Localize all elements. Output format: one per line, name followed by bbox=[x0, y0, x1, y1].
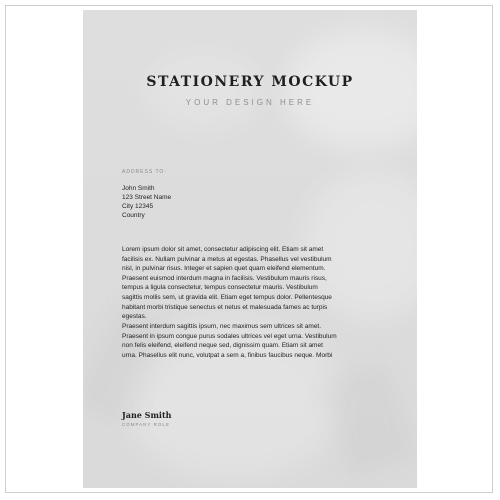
signature-name: Jane Smith bbox=[122, 410, 172, 420]
address-line: 123 Street Name bbox=[122, 194, 172, 201]
light-patch bbox=[283, 30, 417, 150]
leaf-shadow bbox=[318, 361, 417, 479]
paragraph-line: Lorem ipsum dolor sit amet, consectetur adipiscing elit. Etiam sit amet bbox=[122, 246, 324, 253]
paragraph-line: Praesent in ipsum congue purus sodales ultrices vel eget urna. Vestibulum bbox=[122, 332, 337, 340]
paragraph-line: non felis eleifend, eleifend neque sed, dignissim quam. Etiam sit amet bbox=[122, 342, 323, 350]
address-label: ADDRESS TO: bbox=[122, 169, 167, 175]
signature-role: COMPANY ROLE bbox=[122, 422, 170, 427]
light-patch bbox=[143, 50, 263, 130]
paragraph-line: facilisis ex. Nullam pulvinar a metus at egestas. Phasellus vel vestibulum bbox=[122, 255, 332, 263]
letter-title: STATIONERY MOCKUP bbox=[146, 74, 354, 90]
letter-subtitle: YOUR DESIGN HERE bbox=[185, 98, 315, 107]
paragraph-line: Praesent interdum sagittis ipsum, nec maximus sem ultrices sit amet. bbox=[122, 323, 322, 330]
body-paragraph-2 bbox=[122, 322, 337, 360]
letter-sheet bbox=[83, 10, 417, 488]
paragraph-line: habitant morbi tristique senectus et netus et malesuada fames ac turpis bbox=[122, 303, 328, 311]
address-line: Country bbox=[122, 212, 145, 219]
paragraph-line: sagittis mollis sem, ut gravida elit. Etiam eget tempus dolor. Pellentesque bbox=[122, 293, 332, 301]
recipient-address bbox=[122, 184, 171, 220]
address-line: John Smith bbox=[122, 185, 155, 192]
address-line: City 12345 bbox=[122, 203, 154, 210]
paragraph-line: urna. Phasellus elit nunc, volutpat a sem a, finibus faucibus neque. Morbi bbox=[122, 351, 333, 359]
body-paragraph-1 bbox=[122, 245, 334, 322]
paragraph-line: tempus a ligula consectetur, tempus consectetur mauris. Vestibulum bbox=[122, 284, 318, 292]
paragraph-line: Praesent euismod interdum magna in facilisis. Vestibulum mauris risus, bbox=[122, 274, 327, 282]
paragraph-line: egestas. bbox=[122, 313, 147, 321]
paragraph-line: nisl, in pulvinar risus. Integer et sapien quet quam eleifend elementum. bbox=[122, 265, 326, 273]
